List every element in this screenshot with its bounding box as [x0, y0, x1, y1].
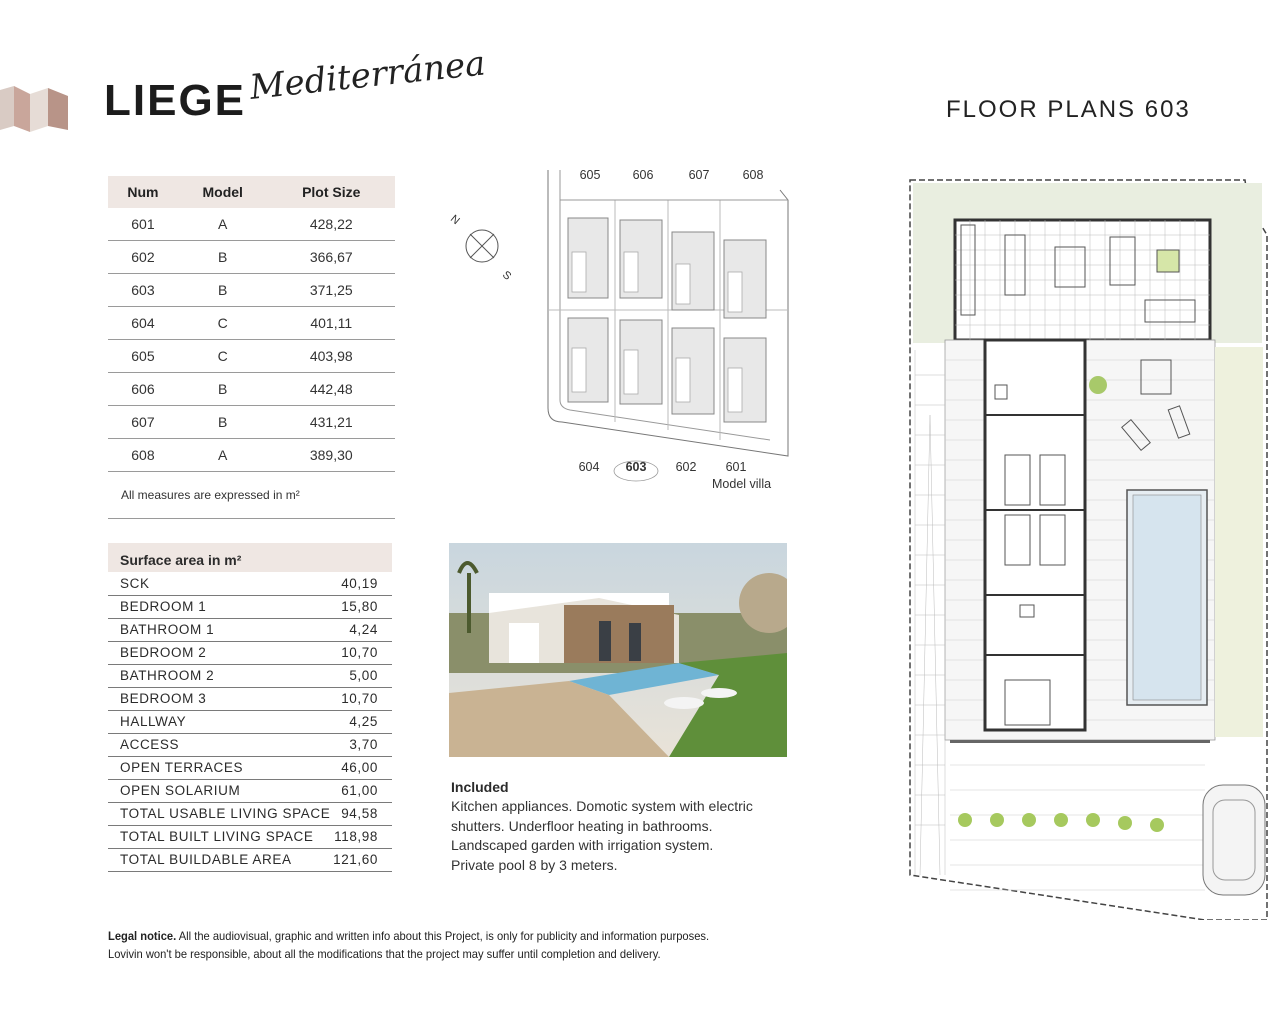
surface-room: TOTAL BUILT LIVING SPACE [120, 829, 314, 844]
villa-render-image [449, 543, 787, 757]
plot-cell-model: B [178, 241, 268, 274]
plot-cell-size: 389,30 [268, 439, 395, 472]
surface-value: 118,98 [334, 829, 378, 844]
plot-cell-size: 431,21 [268, 406, 395, 439]
surface-room: ACCESS [120, 737, 180, 752]
surface-row [108, 596, 392, 619]
plot-row [108, 208, 395, 241]
compass-icon [448, 213, 513, 283]
plot-cell-model: C [178, 307, 268, 340]
site-lot-label: 607 [688, 168, 710, 182]
surface-room: HALLWAY [120, 714, 187, 729]
plot-row [108, 373, 395, 406]
legal-label: Legal notice. [108, 929, 177, 943]
model-villa-label: Model villa [712, 477, 772, 491]
plot-note-row [108, 472, 395, 519]
surface-value: 10,70 [341, 691, 378, 706]
plot-cell-size: 428,22 [268, 208, 395, 241]
plot-cell-model: B [178, 406, 268, 439]
page-title: FLOOR PLANS 603 [946, 96, 1191, 123]
logo-mark-icon [0, 84, 70, 132]
plot-cell-model: C [178, 340, 268, 373]
surface-value: 94,58 [341, 806, 378, 821]
legal-notice [108, 928, 740, 963]
col-num: Num [108, 176, 178, 208]
col-model: Model [178, 176, 268, 208]
site-lot-label: 608 [742, 168, 764, 182]
plot-cell-num: 608 [108, 439, 178, 472]
surface-room: BEDROOM 3 [120, 691, 207, 706]
surface-row [108, 803, 392, 826]
surface-title: Surface area in m² [120, 552, 242, 568]
surface-value: 5,00 [349, 668, 378, 683]
plot-note: All measures are expressed in m² [108, 472, 395, 519]
floor-plan-drawing [905, 175, 1270, 920]
surface-room: BEDROOM 1 [120, 599, 207, 614]
plot-table [108, 176, 395, 519]
surface-value: 46,00 [341, 760, 378, 775]
surface-row [108, 665, 392, 688]
site-plan [440, 160, 800, 500]
surface-room: TOTAL BUILDABLE AREA [120, 852, 292, 867]
plot-cell-num: 606 [108, 373, 178, 406]
site-lot-label: 601 [725, 460, 747, 474]
plot-cell-model: B [178, 373, 268, 406]
plot-row [108, 406, 395, 439]
surface-row [108, 573, 392, 596]
surface-row [108, 642, 392, 665]
site-lot-label: 602 [675, 460, 697, 474]
surface-row [108, 826, 392, 849]
surface-room: OPEN TERRACES [120, 760, 244, 775]
included-text [451, 797, 791, 875]
plot-cell-model: A [178, 439, 268, 472]
surface-row [108, 780, 392, 803]
plot-cell-size: 371,25 [268, 274, 395, 307]
compass-n: N [447, 212, 462, 228]
plot-cell-model: B [178, 274, 268, 307]
plot-cell-num: 604 [108, 307, 178, 340]
legal-line-2: Lovivin won't be responsible, about all the modifications that the project may suffer until completion and delivery. [108, 946, 661, 961]
surface-value: 40,19 [341, 576, 378, 591]
surface-value: 4,24 [349, 622, 378, 637]
surface-value: 61,00 [341, 783, 378, 798]
included-line: Landscaped garden with irrigation system. [451, 837, 714, 853]
surface-room: BATHROOM 1 [120, 622, 215, 637]
surface-row [108, 757, 392, 780]
plot-cell-num: 602 [108, 241, 178, 274]
brand-title: LIEGE [104, 76, 247, 125]
plot-cell-size: 366,67 [268, 241, 395, 274]
included-line: shutters. Underfloor heating in bathrooms. [451, 817, 713, 834]
col-plot-size: Plot Size [268, 176, 395, 208]
plot-cell-num: 607 [108, 406, 178, 439]
compass-s: S [499, 268, 514, 283]
legal-line-1: All the audiovisual, graphic and written info about this Project, is only for publicity and information purposes. [176, 929, 710, 943]
plot-row [108, 340, 395, 373]
included-line: Kitchen appliances. Domotic system with electric [451, 798, 753, 814]
surface-row [108, 688, 392, 711]
surface-value: 3,70 [349, 737, 378, 752]
surface-room: BEDROOM 2 [120, 645, 207, 660]
site-lot-label: 605 [579, 168, 601, 182]
plot-row [108, 307, 395, 340]
plot-cell-num: 603 [108, 274, 178, 307]
surface-room: BATHROOM 2 [120, 668, 215, 683]
plot-cell-num: 601 [108, 208, 178, 241]
surface-table [108, 573, 392, 872]
surface-room: TOTAL USABLE LIVING SPACE [120, 806, 331, 821]
plot-row [108, 439, 395, 472]
brand-script: Mediterránea [247, 43, 488, 108]
surface-value: 121,60 [333, 852, 378, 867]
plot-row [108, 274, 395, 307]
surface-room: SCK [120, 576, 150, 591]
surface-value: 15,80 [341, 599, 378, 614]
plot-cell-model: A [178, 208, 268, 241]
surface-room: OPEN SOLARIUM [120, 783, 241, 798]
plot-cell-size: 403,98 [268, 340, 395, 373]
site-lot-label: 606 [632, 168, 654, 182]
surface-row [108, 734, 392, 757]
site-lot-label: 603 [625, 460, 647, 474]
site-lot-label: 604 [578, 460, 600, 474]
included-title: Included [451, 779, 509, 795]
plot-cell-num: 605 [108, 340, 178, 373]
plot-cell-size: 442,48 [268, 373, 395, 406]
surface-row [108, 619, 392, 642]
surface-row [108, 711, 392, 734]
surface-row [108, 849, 392, 872]
included-line: Private pool 8 by 3 meters. [451, 856, 618, 873]
surface-header [108, 543, 392, 572]
plot-cell-size: 401,11 [268, 307, 395, 340]
surface-value: 4,25 [349, 714, 378, 729]
plot-row [108, 241, 395, 274]
surface-value: 10,70 [341, 645, 378, 660]
